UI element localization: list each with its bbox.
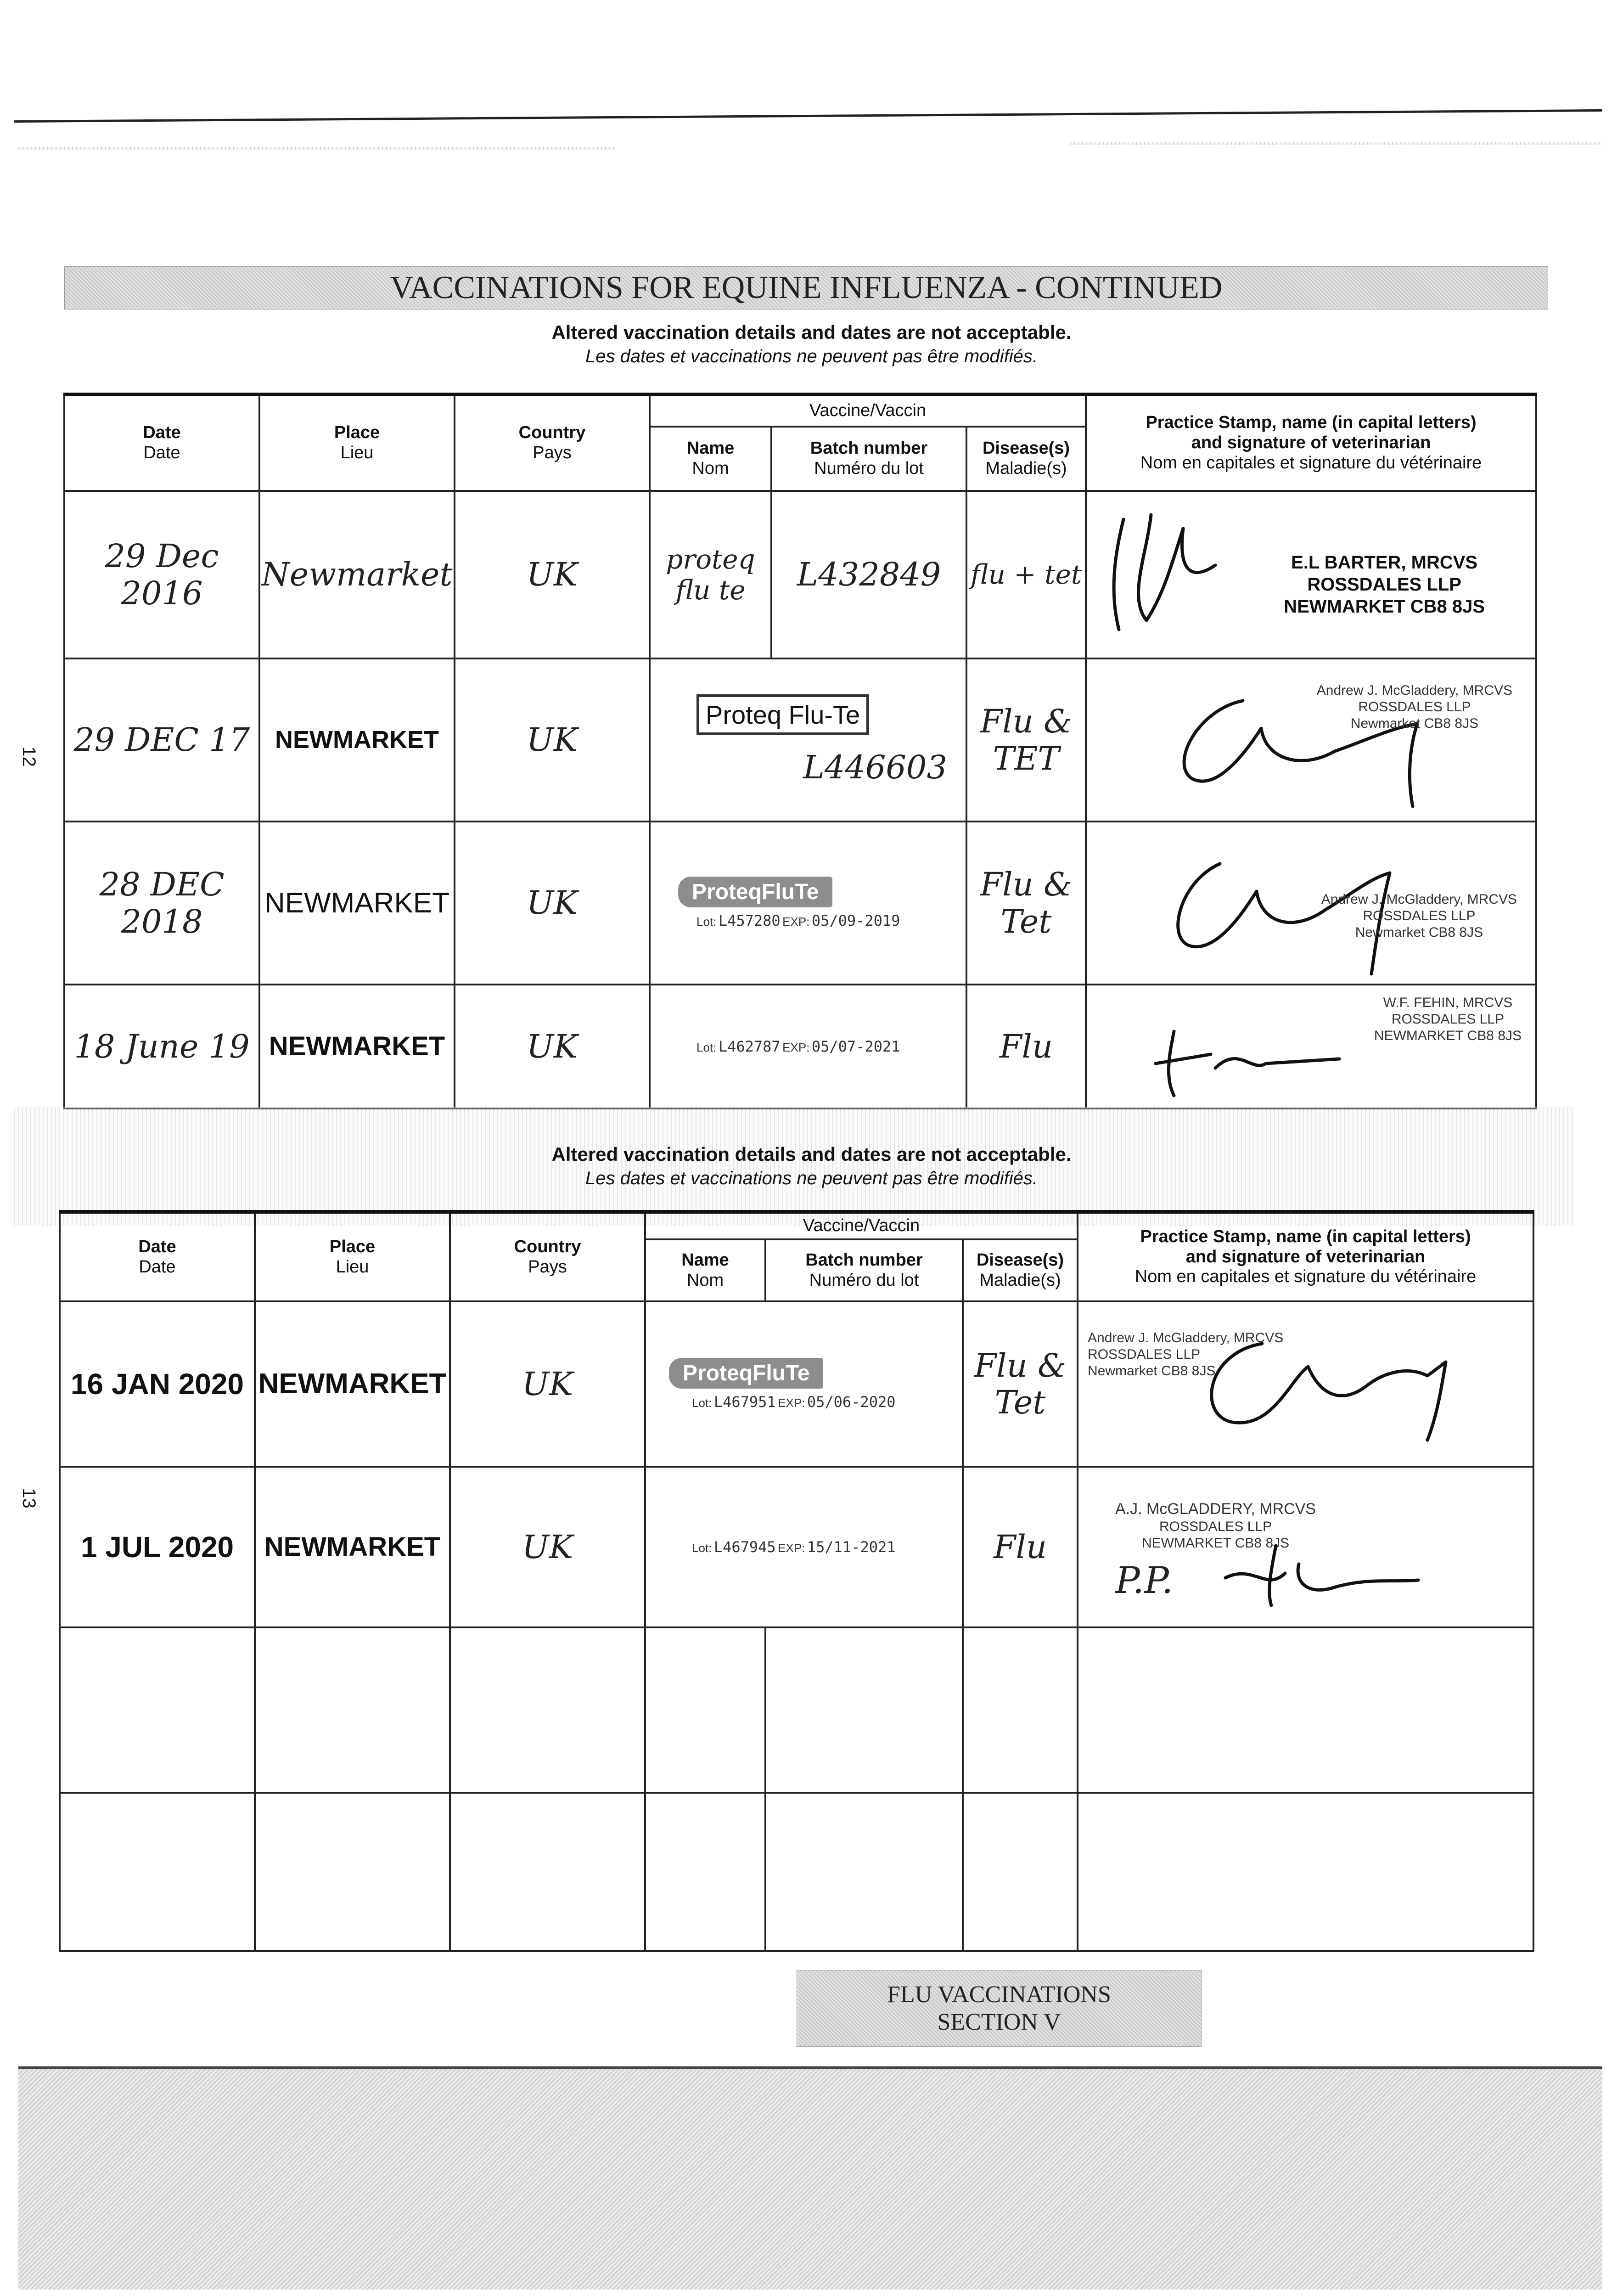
- col-country-fr: Pays: [533, 443, 572, 462]
- disease-cell: [966, 985, 1086, 1109]
- date-cell: [64, 822, 259, 985]
- col-place-en: Place: [334, 423, 380, 443]
- country-cell: [455, 822, 650, 985]
- disease-value: Flu: [999, 1027, 1053, 1065]
- date-cell: [60, 1301, 255, 1467]
- col-practice-en1: Practice Stamp, name (in capital letters): [1146, 413, 1477, 433]
- date-cell: [64, 491, 259, 658]
- lot-label: Lot:: [692, 1541, 712, 1555]
- col-batch-en: Batch number: [810, 439, 928, 458]
- col-country-en: Country: [518, 423, 586, 443]
- country-cell: [455, 491, 650, 658]
- empty-cell: [1078, 1627, 1533, 1793]
- signature-4: [1146, 1018, 1353, 1100]
- disease-cell: [966, 822, 1086, 985]
- lot-label: Lot:: [696, 915, 717, 929]
- date-value: 16 JAN 2020: [70, 1367, 244, 1401]
- notice-english: Altered vaccination details and dates are not acceptable.: [551, 1143, 1072, 1165]
- place-cell: [259, 658, 455, 822]
- col-header-name: [645, 1239, 765, 1301]
- practice-cell: [1086, 985, 1536, 1109]
- exp-label: EXP:: [782, 915, 810, 929]
- empty-cell: [963, 1627, 1078, 1793]
- empty-cell: [450, 1627, 645, 1793]
- stamp-line: Andrew J. McGladdery, MRCVS: [1321, 892, 1517, 907]
- place-cell: [259, 822, 455, 985]
- col-date-en: Date: [143, 423, 181, 443]
- stamp-line: ROSSDALES LLP: [1159, 1519, 1272, 1534]
- disease-cell: [963, 1301, 1078, 1467]
- scan-noise-top: [18, 147, 615, 150]
- date-value: 29 DEC 17: [73, 721, 250, 759]
- date-value: 29 Dec 2016: [105, 537, 219, 612]
- country-value: UK: [522, 1365, 573, 1403]
- stamp-line: Newmarket CB8 8JS: [1088, 1363, 1216, 1379]
- table-row: [64, 658, 1536, 822]
- vaccination-table-2: [59, 1210, 1534, 1952]
- batch-value: L432849: [797, 556, 941, 594]
- stamp-line: E.L BARTER, MRCVS: [1291, 552, 1478, 573]
- disease-value: Flu & TET: [980, 703, 1073, 777]
- alteration-notice-1: [0, 321, 1623, 367]
- empty-cell: [450, 1793, 645, 1951]
- col-name-fr: Nom: [686, 1270, 724, 1290]
- lot-label: Lot:: [692, 1396, 712, 1410]
- disease-value: flu + tet: [970, 559, 1082, 591]
- expiry-value: 05/06-2020: [807, 1393, 896, 1411]
- vet-stamp: [1317, 682, 1512, 732]
- empty-cell: [765, 1793, 963, 1951]
- notice-french: Les dates et vaccinations ne peuvent pas être modifiés.: [585, 346, 1038, 366]
- country-cell: [455, 658, 650, 822]
- stamp-line: ROSSDALES LLP: [1088, 1347, 1201, 1362]
- col-header-date: [60, 1212, 255, 1301]
- col-disease-en: Disease(s): [976, 1250, 1064, 1270]
- col-place-fr: Lieu: [336, 1257, 369, 1277]
- table-row: [64, 822, 1536, 985]
- expiry-value: 05/07-2021: [811, 1038, 900, 1055]
- col-country-en: Country: [514, 1237, 581, 1256]
- scan-noise-top-right: [1070, 142, 1602, 145]
- section-footer-tab: [797, 1970, 1202, 2047]
- signature-note: P.P.: [1115, 1559, 1174, 1602]
- place-value: Newmarket: [261, 556, 453, 594]
- vet-stamp: [1374, 995, 1522, 1044]
- section-header-band: [64, 266, 1548, 310]
- practice-cell: [1086, 822, 1536, 985]
- stamp-line: NEWMARKET CB8 8JS: [1374, 1028, 1522, 1043]
- country-value: UK: [522, 1528, 573, 1566]
- place-cell: [255, 1467, 450, 1627]
- disease-cell: [966, 658, 1086, 822]
- vaccine-name-cell: [650, 491, 771, 658]
- table-row: [64, 491, 1536, 658]
- section-footer-line-2: SECTION V: [937, 2009, 1061, 2035]
- vaccine-name-value: Proteq Flu-Te: [696, 694, 869, 735]
- date-value: 1 JUL 2020: [80, 1530, 234, 1564]
- date-value: 18 June 19: [74, 1027, 250, 1065]
- empty-cell: [765, 1627, 963, 1793]
- disease-cell: [963, 1467, 1078, 1627]
- col-batch-en: Batch number: [805, 1250, 923, 1270]
- col-batch-fr: Numéro du lot: [809, 1270, 919, 1290]
- vaccine-label-cell: [650, 985, 966, 1109]
- col-header-batch: [771, 427, 966, 491]
- batch-value: L467951: [713, 1393, 776, 1411]
- country-cell: [450, 1301, 645, 1467]
- batch-value: L462787: [718, 1038, 781, 1055]
- col-practice-en2: and signature of veterinarian: [1191, 433, 1431, 453]
- vaccine-label-cell: [645, 1467, 963, 1627]
- place-cell: [255, 1301, 450, 1467]
- place-cell: [259, 985, 455, 1109]
- section-footer-line-1: FLU VACCINATIONS: [887, 1981, 1111, 2008]
- vet-stamp: [1088, 1330, 1283, 1379]
- country-value: UK: [526, 556, 578, 594]
- expiry-value: 05/09-2019: [811, 912, 900, 929]
- stamp-line: NEWMARKET CB8 8JS: [1141, 1535, 1290, 1551]
- date-cell: [64, 658, 259, 822]
- batch-value: L467945: [713, 1538, 776, 1556]
- col-header-batch: [765, 1239, 963, 1301]
- empty-cell: [645, 1793, 765, 1951]
- alteration-notice-2: [0, 1143, 1623, 1189]
- country-value: UK: [526, 721, 578, 759]
- notice-english: Altered vaccination details and dates are not acceptable.: [551, 321, 1072, 343]
- disease-cell: [966, 491, 1086, 658]
- col-country-fr: Pays: [528, 1257, 567, 1277]
- vaccine-name-batch-cell: [650, 658, 966, 822]
- date-value: 28 DEC 2018: [99, 866, 225, 940]
- col-practice-en2: and signature of veterinarian: [1185, 1247, 1426, 1266]
- date-cell: [64, 985, 259, 1109]
- practice-cell: [1078, 1301, 1533, 1467]
- col-batch-fr: Numéro du lot: [814, 459, 924, 478]
- expiry-value: 15/11-2021: [807, 1538, 896, 1556]
- table-row-empty: [60, 1627, 1533, 1793]
- table-row: [60, 1301, 1533, 1467]
- country-cell: [450, 1467, 645, 1627]
- vaccine-label-cell: [650, 822, 966, 985]
- page-number-13: 13: [18, 1488, 39, 1508]
- col-header-date: [64, 394, 259, 491]
- vaccination-table-1: [63, 393, 1537, 1109]
- exp-label: EXP:: [778, 1396, 805, 1410]
- exp-label: EXP:: [782, 1041, 810, 1054]
- empty-cell: [255, 1793, 450, 1951]
- batch-value: L457280: [718, 912, 781, 929]
- place-value: NEWMARKET: [269, 1031, 445, 1062]
- country-cell: [455, 985, 650, 1109]
- vet-stamp: [1321, 891, 1517, 941]
- place-value: NEWMARKET: [264, 1532, 441, 1562]
- section-header-title: VACCINATIONS FOR EQUINE INFLUENZA - CONTINUED: [390, 270, 1223, 305]
- stamp-line: A.J. McGLADDERY, MRCVS: [1115, 1500, 1316, 1518]
- col-header-place: [259, 394, 455, 491]
- col-name-en: Name: [681, 1250, 729, 1270]
- practice-cell: [1078, 1467, 1533, 1627]
- stamp-line: Andrew J. McGladdery, MRCVS: [1088, 1330, 1284, 1345]
- col-name-fr: Nom: [692, 459, 729, 478]
- vaccine-sticker: ProteqFluTe: [678, 877, 832, 907]
- scan-bottom-shading: [18, 2066, 1602, 2290]
- col-name-en: Name: [686, 439, 735, 458]
- col-header-country: [455, 394, 650, 491]
- vaccine-sticker: ProteqFluTe: [669, 1358, 823, 1389]
- date-cell: [60, 1467, 255, 1627]
- empty-cell: [963, 1793, 1078, 1951]
- col-header-disease: [966, 427, 1086, 491]
- col-header-practice: [1086, 394, 1536, 491]
- vaccine-label-cell: [645, 1301, 963, 1467]
- place-cell: [259, 491, 455, 658]
- col-place-en: Place: [329, 1237, 376, 1256]
- practice-cell: [1086, 491, 1536, 658]
- table-row: [64, 985, 1536, 1109]
- country-value: UK: [526, 884, 578, 922]
- disease-value: Flu: [993, 1528, 1047, 1566]
- signature-6: [1216, 1536, 1446, 1610]
- table-row-empty: [60, 1793, 1533, 1951]
- col-practice-en1: Practice Stamp, name (in capital letters): [1140, 1227, 1471, 1246]
- batch-value: L446603: [803, 748, 947, 786]
- empty-cell: [60, 1793, 255, 1951]
- col-header-vaccine: [650, 394, 1086, 427]
- col-date-fr: Date: [143, 443, 180, 462]
- vaccine-name-value: proteq flu te: [666, 543, 755, 606]
- col-vaccine-label: Vaccine/Vaccin: [803, 1216, 920, 1236]
- stamp-line: ROSSDALES LLP: [1307, 574, 1461, 595]
- vet-stamp: [1284, 551, 1485, 618]
- empty-cell: [60, 1627, 255, 1793]
- col-date-fr: Date: [139, 1257, 176, 1277]
- empty-cell: [255, 1627, 450, 1793]
- practice-cell: [1086, 658, 1536, 822]
- stamp-line: W.F. FEHIN, MRCVS: [1383, 995, 1513, 1010]
- col-practice-fr: Nom en capitales et signature du vétérinaire: [1134, 1267, 1477, 1287]
- stamp-line: ROSSDALES LLP: [1358, 699, 1471, 715]
- col-header-country: [450, 1212, 645, 1301]
- col-header-place: [255, 1212, 450, 1301]
- col-place-fr: Lieu: [340, 443, 374, 462]
- stamp-line: NEWMARKET CB8 8JS: [1284, 597, 1485, 617]
- empty-cell: [645, 1627, 765, 1793]
- disease-value: Flu & Tet: [980, 866, 1073, 940]
- scan-top-line: [14, 109, 1602, 123]
- empty-cell: [1078, 1793, 1533, 1951]
- col-disease-fr: Maladie(s): [985, 459, 1067, 478]
- stamp-line: Andrew J. McGladdery, MRCVS: [1316, 683, 1513, 698]
- place-value: NEWMARKET: [275, 726, 439, 754]
- col-header-vaccine: [645, 1212, 1078, 1239]
- col-disease-fr: Maladie(s): [979, 1270, 1061, 1290]
- stamp-line: Newmarket CB8 8JS: [1350, 716, 1479, 731]
- stamp-line: ROSSDALES LLP: [1391, 1012, 1504, 1027]
- col-vaccine-label: Vaccine/Vaccin: [809, 401, 927, 421]
- signature-1: [1096, 501, 1261, 639]
- col-practice-fr: Nom en capitales et signature du vétérinaire: [1140, 453, 1482, 473]
- exp-label: EXP:: [778, 1541, 805, 1555]
- col-disease-en: Disease(s): [982, 439, 1070, 458]
- col-date-en: Date: [138, 1237, 176, 1256]
- stamp-line: Newmarket CB8 8JS: [1355, 925, 1483, 940]
- col-header-practice: [1078, 1212, 1533, 1301]
- place-value: NEWMARKET: [264, 887, 449, 919]
- col-header-disease: [963, 1239, 1078, 1301]
- lot-label: Lot:: [696, 1041, 717, 1054]
- col-header-name: [650, 427, 771, 491]
- batch-cell: [771, 491, 966, 658]
- table-row: [60, 1467, 1533, 1627]
- disease-value: Flu & Tet: [974, 1346, 1067, 1421]
- country-value: UK: [526, 1027, 578, 1065]
- notice-french: Les dates et vaccinations ne peuvent pas être modifiés.: [585, 1168, 1038, 1188]
- page-number-12: 12: [18, 746, 39, 767]
- stamp-line: ROSSDALES LLP: [1363, 908, 1476, 923]
- place-value: NEWMARKET: [258, 1367, 447, 1400]
